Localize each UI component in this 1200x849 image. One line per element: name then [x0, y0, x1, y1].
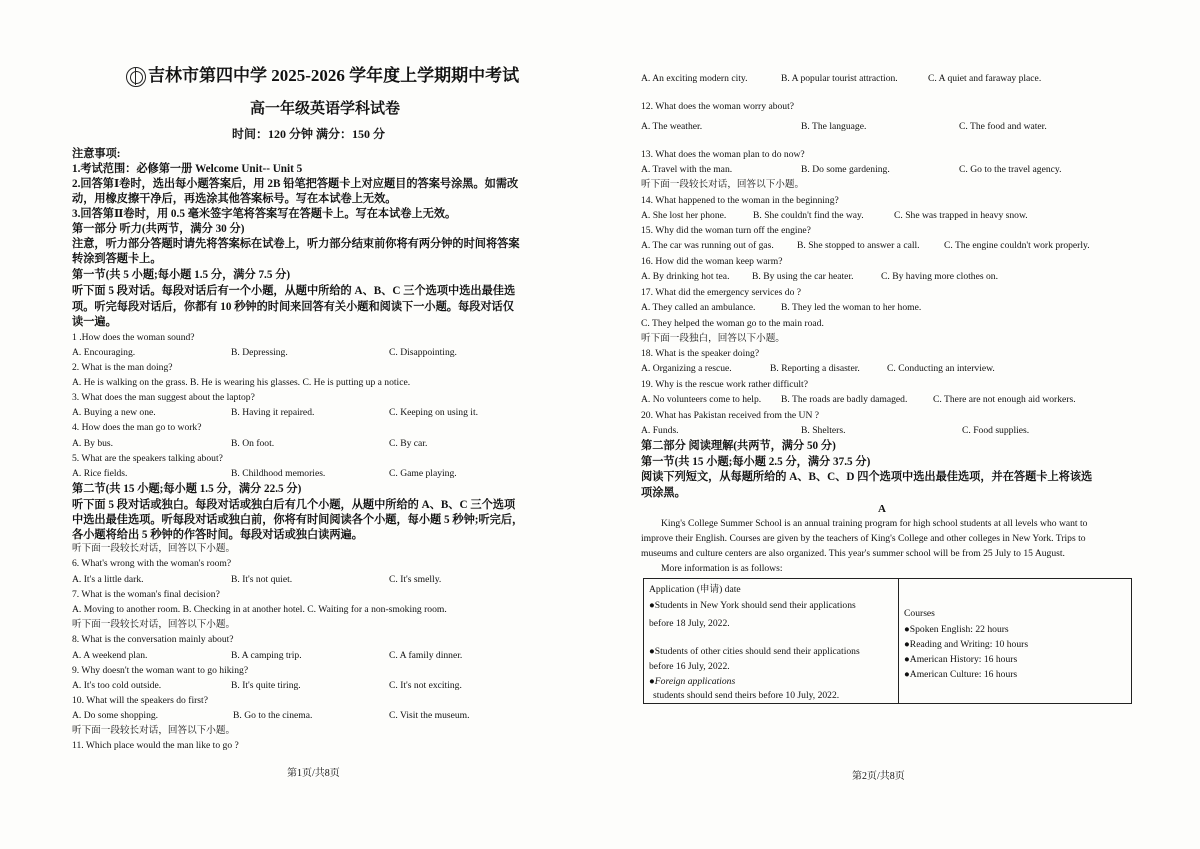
dialogue-instruction: 听下面一段较长对话，回答以下小题。: [72, 543, 236, 554]
dialogue-instruction: 听下面一段较长对话，回答以下小题。: [641, 179, 805, 190]
q7-options: A. Moving to another room. B. Checking in at another hotel. C. Waiting for a non-smoking room.: [72, 604, 447, 615]
q9-option-b: B. It's quite tiring.: [231, 680, 301, 691]
q10-option-b: B. Go to the cinema.: [233, 710, 313, 721]
q4-option-b: B. On foot.: [231, 438, 275, 449]
exam-title: 吉林市第四中学 2025-2026 学年度上学期期中考试: [148, 66, 520, 85]
section2-intro-c: 各小题将给出 5 秒钟的作答时间。每段对话或独白读两遍。: [72, 529, 363, 541]
info-table: [643, 578, 1132, 704]
part1-intro-b: 转涂到答题卡上。: [72, 253, 162, 265]
section1-heading: 第一节(共 5 小题;每小题 1.5 分，满分 7.5 分): [72, 269, 291, 281]
q18-option-b: B. Reporting a disaster.: [770, 363, 860, 374]
q13-option-b: B. Do some gardening.: [801, 164, 890, 175]
section1-intro-a: 听下面 5 段对话。每段对话后有一个小题，从题中所给的 A、B、C 三个选项中选出最佳选: [72, 285, 516, 297]
page-number-right: 第2页/共8页: [852, 771, 905, 782]
q20-option-b: B. Shelters.: [801, 425, 846, 436]
q15-option-c: C. The engine couldn't work properly.: [944, 240, 1090, 251]
q19-option-b: B. The roads are badly damaged.: [781, 394, 908, 405]
section1-intro-c: 读一遍。: [72, 316, 117, 328]
q8-option-a: A. A weekend plan.: [72, 650, 148, 661]
dialogue-instruction: 听下面一段较长对话，回答以下小题。: [72, 725, 236, 736]
section2-intro-a: 听下面 5 段对话或独白。每段对话或独白后有几个小题，从题中所给的 A、B、C 三个选项: [72, 499, 516, 511]
q3-option-c: C. Keeping on using it.: [389, 407, 479, 418]
q10-option-c: C. Visit the museum.: [389, 710, 470, 721]
section1-intro-b: 项。听完每段对话后，你都有 10 秒钟的时间来回答有关小题和阅读下一小题。每段对话仅: [72, 301, 514, 313]
application-cell: [644, 579, 899, 704]
q9-option-a: A. It's too cold outside.: [72, 680, 162, 691]
school-seal-icon: [126, 67, 146, 87]
q6-option-b: B. It's not quiet.: [231, 574, 293, 585]
question-13: 13. What does the woman plan to do now?: [641, 149, 805, 160]
question-6: 6. What's wrong with the woman's room?: [72, 558, 232, 569]
part2-section1-heading: 第一节(共 15 小题;每小题 2.5 分，满分 37.5 分): [641, 456, 871, 468]
course-3: ●American History: 16 hours: [904, 654, 1018, 665]
part2-heading: 第二部分 阅读理解(共两节，满分 50 分): [641, 440, 836, 452]
course-1: ●Spoken English: 22 hours: [904, 624, 1009, 635]
q12-option-c: C. The food and water.: [959, 121, 1047, 132]
ny-line-a: ●Students in New York should send their applications: [649, 600, 856, 611]
section2-intro-b: 中选出最佳选项。听每段对话或独白前，你将有时间阅读各个小题，每小题 5 秒钟;听完后，: [72, 514, 524, 526]
q8-option-b: B. A camping trip.: [231, 650, 302, 661]
q17-option-b: B. They led the woman to her home.: [781, 302, 922, 313]
course-4: ●American Culture: 16 hours: [904, 669, 1018, 680]
q19-option-c: C. There are not enough aid workers.: [933, 394, 1076, 405]
question-20: 20. What has Pakistan received from the UN ?: [641, 410, 820, 421]
q14-option-a: A. She lost her phone.: [641, 210, 727, 221]
course-2: ●Reading and Writing: 10 hours: [904, 639, 1029, 650]
question-9: 9. Why doesn't the woman want to go hiking?: [72, 665, 249, 676]
q12-option-a: A. The weather.: [641, 121, 703, 132]
question-8: 8. What is the conversation mainly about?: [72, 634, 234, 645]
courses-heading: Courses: [904, 608, 935, 619]
q14-option-b: B. She couldn't find the way.: [753, 210, 864, 221]
q18-option-a: A. Organizing a rescue.: [641, 363, 732, 374]
q10-option-a: A. Do some shopping.: [72, 710, 159, 721]
passage-line-3: museums and culture centers are also organized. This year's summer school will be from 25 July to 15 August.: [641, 548, 1065, 559]
q1-option-a: A. Encouraging.: [72, 347, 136, 358]
passage-label: A: [878, 503, 886, 515]
q2-options: A. He is walking on the grass. B. He is wearing his glasses. C. He is putting up a notice.: [72, 377, 411, 388]
q4-option-c: C. By car.: [389, 438, 428, 449]
q16-option-b: B. By using the car heater.: [752, 271, 854, 282]
q9-option-c: C. It's not exciting.: [389, 680, 462, 691]
q11-option-a: A. An exciting modern city.: [641, 73, 748, 84]
q5-option-a: A. Rice fields.: [72, 468, 128, 479]
part1-intro-a: 注意，听力部分答题时请先将答案标在试卷上，听力部分结束前你将有两分钟的时间将答案: [72, 238, 520, 250]
q16-option-a: A. By drinking hot tea.: [641, 271, 730, 282]
notice-item-2b: 动，用橡皮擦干净后，再选涂其他答案标号。写在本试卷上无效。: [72, 193, 397, 205]
passage-line-1: King's College Summer School is an annual training program for high school students at all levels who want to: [661, 518, 1088, 529]
part2-intro-b: 项涂黑。: [641, 487, 686, 499]
q8-option-c: C. A family dinner.: [389, 650, 463, 661]
q13-option-a: A. Travel with the man.: [641, 164, 733, 175]
question-7: 7. What is the woman's final decision?: [72, 589, 220, 600]
application-heading: Application (申请) date: [649, 584, 741, 595]
q3-option-a: A. Buying a new one.: [72, 407, 156, 418]
notice-heading: 注意事项:: [72, 148, 121, 160]
q17-option-c: C. They helped the woman go to the main road.: [641, 318, 824, 329]
notice-item-1: 1.考试范围：必修第一册 Welcome Unit-- Unit 5: [72, 163, 303, 175]
foreign-line-a: ●Foreign applications: [649, 676, 736, 687]
q15-option-a: A. The car was running out of gas.: [641, 240, 774, 251]
exam-subtitle: 高一年级英语学科试卷: [250, 101, 401, 117]
passage-line-2: improve their English. Courses are given by the teachers of King's College and other colleges in New York. Trips to: [641, 533, 1086, 544]
time-score: 时间：120 分钟 满分：150 分: [232, 127, 386, 141]
q20-option-a: A. Funds.: [641, 425, 679, 436]
q13-option-c: C. Go to the travel agency.: [959, 164, 1062, 175]
page-number-left: 第1页/共8页: [287, 768, 340, 779]
q19-option-a: A. No volunteers come to help.: [641, 394, 762, 405]
question-19: 19. Why is the rescue work rather difficult?: [641, 379, 808, 390]
ny-line-b: before 18 July, 2022.: [649, 618, 730, 629]
q20-option-c: C. Food supplies.: [962, 425, 1030, 436]
q4-option-a: A. By bus.: [72, 438, 114, 449]
question-16: 16. How did the woman keep warm?: [641, 256, 783, 267]
notice-item-2a: 2.回答第Ⅰ卷时，选出每小题答案后，用 2B 铅笔把答题卡上对应题目的答案号涂黑。如需改: [72, 178, 519, 190]
q5-option-c: C. Game playing.: [389, 468, 457, 479]
foreign-line-b: students should send theirs before 10 July, 2022.: [653, 690, 840, 701]
q3-option-b: B. Having it repaired.: [231, 407, 315, 418]
question-2: 2. What is the man doing?: [72, 362, 173, 373]
q5-option-b: B. Childhood memories.: [231, 468, 326, 479]
question-5: 5. What are the speakers talking about?: [72, 453, 223, 464]
q6-option-a: A. It's a little dark.: [72, 574, 144, 585]
part2-intro-a: 阅读下列短文，从每题所给的 A、B、C、D 四个选项中选出最佳选项，并在答题卡上将该选: [641, 471, 1093, 483]
notice-item-3: 3.回答第Ⅱ卷时，用 0.5 毫米签字笔将答案写在答题卡上。写在本试卷上无效。: [72, 208, 457, 220]
q17-option-a: A. They called an ambulance.: [641, 302, 756, 313]
question-17: 17. What did the emergency services do ?: [641, 287, 802, 298]
question-11: 11. Which place would the man like to go ?: [72, 740, 239, 751]
question-15: 15. Why did the woman turn off the engine?: [641, 225, 811, 236]
q1-option-c: C. Disappointing.: [389, 347, 457, 358]
question-10: 10. What will the speakers do first?: [72, 695, 208, 706]
other-line-a: ●Students of other cities should send their applications: [649, 646, 860, 657]
section2-heading: 第二节(共 15 小题;每小题 1.5 分，满分 22.5 分): [72, 483, 302, 495]
part1-heading: 第一部分 听力(共两节，满分 30 分): [72, 223, 245, 235]
question-4: 4. How does the man go to work?: [72, 422, 202, 433]
q15-option-b: B. She stopped to answer a call.: [797, 240, 920, 251]
q16-option-c: C. By having more clothes on.: [881, 271, 998, 282]
question-1: 1 .How does the woman sound?: [72, 332, 195, 343]
question-14: 14. What happened to the woman in the beginning?: [641, 195, 839, 206]
question-3: 3. What does the man suggest about the laptop?: [72, 392, 255, 403]
q1-option-b: B. Depressing.: [231, 347, 288, 358]
q12-option-b: B. The language.: [801, 121, 867, 132]
question-18: 18. What is the speaker doing?: [641, 348, 760, 359]
question-12: 12. What does the woman worry about?: [641, 101, 795, 112]
courses-cell: [899, 579, 1132, 704]
q11-option-c: C. A quiet and faraway place.: [928, 73, 1042, 84]
q11-option-b: B. A popular tourist attraction.: [781, 73, 898, 84]
monologue-instruction: 听下面一段独白，回答以下小题。: [641, 333, 785, 344]
q18-option-c: C. Conducting an interview.: [887, 363, 995, 374]
other-line-b: before 16 July, 2022.: [649, 661, 730, 672]
passage-line-4: More information is as follows:: [661, 563, 783, 574]
q14-option-c: C. She was trapped in heavy snow.: [894, 210, 1028, 221]
dialogue-instruction: 听下面一段较长对话，回答以下小题。: [72, 619, 236, 630]
q6-option-c: C. It's smelly.: [389, 574, 442, 585]
